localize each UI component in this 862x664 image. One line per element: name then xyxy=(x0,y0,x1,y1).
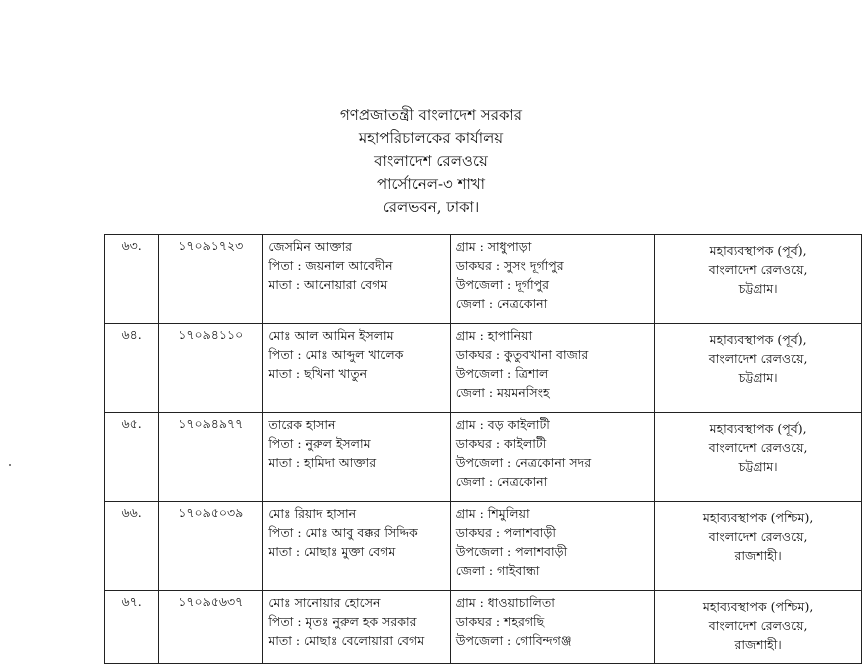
index-number-cell: ১৭০৯৪১১০ xyxy=(159,324,263,413)
office-organization: বাংলাদেশ রেলওয়ে, xyxy=(708,440,808,455)
header-address: রেলভবন, ঢাকা। xyxy=(382,198,480,216)
office-city: চট্টগ্রাম। xyxy=(738,281,778,296)
header-branch: পার্সোনেল-৩ শাখা xyxy=(377,175,485,193)
name-cell xyxy=(263,235,450,324)
header-office: মহাপরিচালকের কার্যালয় xyxy=(358,129,504,147)
candidate-name: জেসমিন আক্তার xyxy=(268,239,352,254)
header-organization: বাংলাদেশ রেলওয়ে xyxy=(374,152,488,170)
index-number-cell: ১৭০৯৫০৩৯ xyxy=(159,502,263,591)
upazila: উপজেলা : নেত্রকোনা সদর xyxy=(455,455,592,470)
name-cell xyxy=(263,591,450,664)
appointee-table xyxy=(104,234,862,664)
address-cell xyxy=(450,502,655,591)
serial-cell: ৬৪. xyxy=(105,324,159,413)
index-number-cell: ১৭০৯৪৯৭৭ xyxy=(159,413,263,502)
document-header xyxy=(0,104,862,219)
posting-office-cell xyxy=(655,502,862,591)
mother-name: মাতা : মোছাঃ মুক্তা বেগম xyxy=(268,544,396,559)
office-organization: বাংলাদেশ রেলওয়ে, xyxy=(708,351,808,366)
office-title: মহাব্যবস্থাপক (পূর্ব), xyxy=(709,421,807,436)
index-number-cell: ১৭০৯৫৬৩৭ xyxy=(159,591,263,664)
upazila: উপজেলা : ত্রিশাল xyxy=(455,366,549,381)
address-cell xyxy=(450,413,655,502)
father-name: পিতা : মোঃ আবু বক্কর সিদ্দিক xyxy=(268,525,418,540)
address-cell xyxy=(450,324,655,413)
office-title: মহাব্যবস্থাপক (পূর্ব), xyxy=(709,243,807,258)
village: গ্রাম : হাপানিয়া xyxy=(455,328,533,343)
table-row xyxy=(105,502,862,591)
office-city: চট্টগ্রাম। xyxy=(738,459,778,474)
candidate-name: মোঃ সানোয়ার হোসেন xyxy=(268,595,381,610)
post-office: ডাকঘর : পলাশবাড়ী xyxy=(455,525,556,540)
serial-cell: ৬৬. xyxy=(105,502,159,591)
candidate-name: মোঃ রিয়াদ হাসান xyxy=(268,506,357,521)
header-government: গণপ্রজাতন্ত্রী বাংলাদেশ সরকার xyxy=(339,106,523,124)
mother-name: মাতা : আনোয়ারা বেগম xyxy=(268,277,388,292)
post-office: ডাকঘর : কুতুবখানা বাজার xyxy=(455,347,589,362)
table-row xyxy=(105,591,862,664)
post-office: ডাকঘর : সুসং দূর্গাপুর xyxy=(455,258,564,273)
mother-name: মাতা : হামিদা আক্তার xyxy=(268,455,377,470)
district: জেলা : ময়মনসিংহ xyxy=(455,385,550,400)
name-cell xyxy=(263,502,450,591)
candidate-name: মোঃ আল আমিন ইসলাম xyxy=(268,328,394,343)
office-city: রাজশাহী। xyxy=(734,637,782,652)
father-name: পিতা : মৃতঃ নুরুল হক সরকার xyxy=(268,614,417,629)
address-cell xyxy=(450,591,655,664)
office-title: মহাব্যবস্থাপক (পূর্ব), xyxy=(709,332,807,347)
index-number-cell: ১৭০৯১৭২৩ xyxy=(159,235,263,324)
serial-cell: ৬৩. xyxy=(105,235,159,324)
office-city: রাজশাহী। xyxy=(734,548,782,563)
table-row xyxy=(105,235,862,324)
posting-office-cell xyxy=(655,591,862,664)
father-name: পিতা : জয়নাল আবেদীন xyxy=(268,258,393,273)
table-row xyxy=(105,324,862,413)
candidate-name: তারেক হাসান xyxy=(268,417,336,432)
name-cell xyxy=(263,324,450,413)
office-organization: বাংলাদেশ রেলওয়ে, xyxy=(708,262,808,277)
village: গ্রাম : শিমুলিয়া xyxy=(455,506,530,521)
name-cell xyxy=(263,413,450,502)
scan-speck xyxy=(9,464,11,466)
office-organization: বাংলাদেশ রেলওয়ে, xyxy=(708,618,808,633)
upazila: উপজেলা : দূর্গাপুর xyxy=(455,277,549,292)
table-row xyxy=(105,413,862,502)
village: গ্রাম : সাধুপাড়া xyxy=(455,239,532,254)
post-office: ডাকঘর : শহরগছি xyxy=(455,614,545,629)
mother-name: মাতা : মোছাঃ বেলোয়ারা বেগম xyxy=(268,633,425,648)
mother-name: মাতা : ছখিনা খাতুন xyxy=(268,366,368,381)
posting-office-cell xyxy=(655,324,862,413)
serial-cell: ৬৭. xyxy=(105,591,159,664)
district: জেলা : নেত্রকোনা xyxy=(455,474,548,489)
father-name: পিতা : মোঃ আব্দুল খালেক xyxy=(268,347,404,362)
posting-office-cell xyxy=(655,235,862,324)
district: জেলা : গাইবান্ধা xyxy=(455,563,540,578)
upazila: উপজেলা : গোবিন্দগঞ্জ xyxy=(455,633,572,648)
office-title: মহাব্যবস্থাপক (পশ্চিম), xyxy=(702,599,814,614)
upazila: উপজেলা : পলাশবাড়ী xyxy=(455,544,568,559)
village: গ্রাম : বড় কাইলাটী xyxy=(455,417,550,432)
father-name: পিতা : নুরুল ইসলাম xyxy=(268,436,371,451)
serial-cell: ৬৫. xyxy=(105,413,159,502)
office-title: মহাব্যবস্থাপক (পশ্চিম), xyxy=(702,510,814,525)
village: গ্রাম : ধাওয়াচালিতা xyxy=(455,595,555,610)
post-office: ডাকঘর : কাইলাটী xyxy=(455,436,547,451)
address-cell xyxy=(450,235,655,324)
posting-office-cell xyxy=(655,413,862,502)
district: জেলা : নেত্রকোনা xyxy=(455,296,548,311)
office-city: চট্টগ্রাম। xyxy=(738,370,778,385)
office-organization: বাংলাদেশ রেলওয়ে, xyxy=(708,529,808,544)
